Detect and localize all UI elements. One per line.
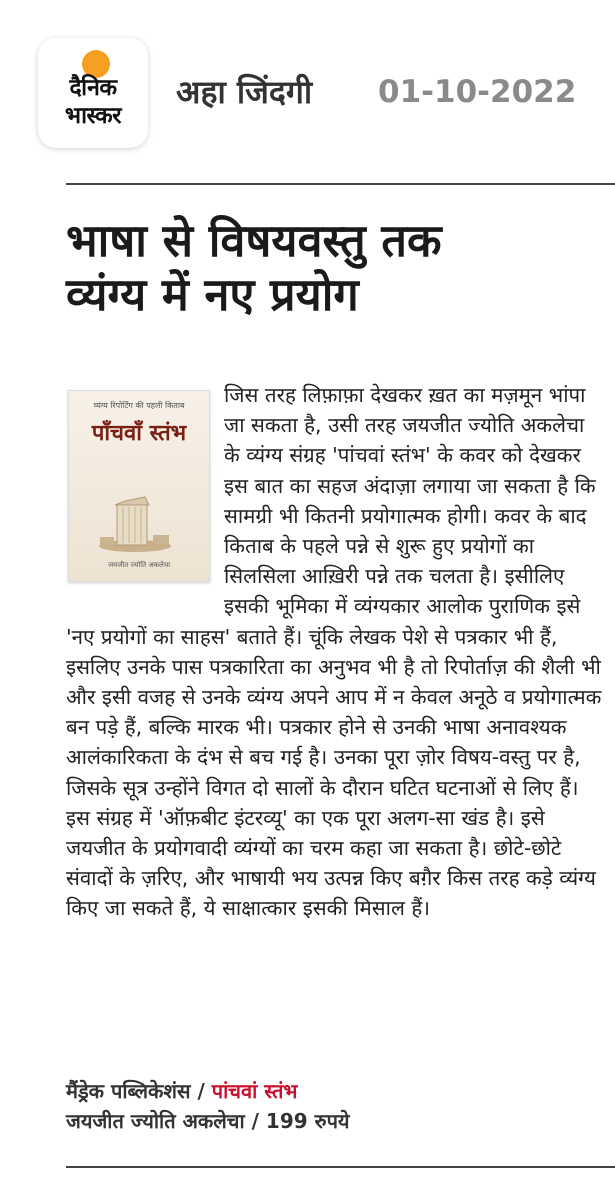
author-name: जयजीत ज्योति अकलेचा [66, 1109, 245, 1133]
credits-line-1 [66, 1076, 606, 1106]
cover-title: पाँचवाँ स्तंभ [91, 421, 187, 446]
article-body: जिस तरह लिफ़ाफ़ा देखकर ख़त का मज़मून भांपा जा सकता है, उसी तरह जयजीत ज्योति अकलेचा के व्यंग्य संग्रह 'पांचवां स्तंभ' के कवर को देखकर इस बात का सहज अंदाज़ा लगाया जा सकता है कि सामग्री भी कितनी प्रयोगात्मक होगी। कवर के बाद किताब के पहले पन्ने से शुरू हुए प्रयोगों का सिलसिला आख़िरी पन्ने तक चलता है। इसीलिए इसकी भूमिका में व्यंग्यकार आलोक पुराणिक इसे 'नए प्रयोगों का साहस' बताते हैं। चूंकि लेखक पेशे से पत्रकार भी हैं, इसलिए उनके पास पत्रकारिता का अनुभव भी है तो रिपोर्ताज़ की शैली भी और इसी वजह से उनके व्यंग्य अपने आप में न केवल अनूठे व प्रयोगात्मक बन पड़े हैं, बल्कि मारक भी। पत्रकार होने से उनकी भाषा अनावश्यक आलंकारिकता के दंभ से बच गई है। उनका पूरा ज़ोर विषय-वस्तु पर है, जिसके सूत्र उन्होंने विगत दो सालों के दौरान घटित घटनाओं से लिए हैं। इस संग्रह में 'ऑफ़बीट इंटरव्यू' का एक पूरा अलग-सा खंड है। इसे जयजीत के प्रयोगवादी व्यंग्यों का चरम कहा जा सकता है। छोटे-छोटे संवादों के ज़रिए, और भाषायी भय उत्पन्न किए बग़ैर किस तरह कड़े व्यंग्य किए जा सकते हैं, ये साक्षात्कार इसकी मिसाल हैं। [66, 383, 602, 921]
top-divider [66, 183, 615, 185]
article-headline [66, 214, 606, 322]
sun-icon [82, 50, 110, 78]
publication-date: 01-10-2022 [378, 74, 577, 110]
cover-tagline: व्यंग्य रिपोर्टिंग की पहली किताब [93, 401, 185, 410]
credits-separator: / [244, 1109, 266, 1133]
dainik-bhaskar-logo [38, 38, 148, 148]
headline-line-1: भाषा से विषयवस्तु तक [66, 214, 442, 267]
book-price: 199 रुपये [265, 1109, 350, 1133]
bottom-divider [66, 1166, 615, 1168]
credits-line-2 [66, 1106, 606, 1136]
book-credits [66, 1076, 606, 1136]
book-cover-image [68, 390, 210, 582]
book-title: पांचवां स्तंभ [211, 1079, 298, 1103]
broken-pillar-icon [95, 491, 175, 553]
logo-text-line1: दैनिक [69, 75, 117, 101]
credits-separator: / [190, 1079, 212, 1103]
cover-author: जयजीत ज्योति अकलेचा [107, 561, 171, 569]
logo-text-line2: भास्कर [64, 103, 122, 129]
publisher-name: मैंड्रेक पब्लिकेशंस [66, 1079, 191, 1103]
headline-line-2: व्यंग्य में नए प्रयोग [66, 268, 359, 321]
section-title: अहा जिंदगी [176, 73, 313, 111]
